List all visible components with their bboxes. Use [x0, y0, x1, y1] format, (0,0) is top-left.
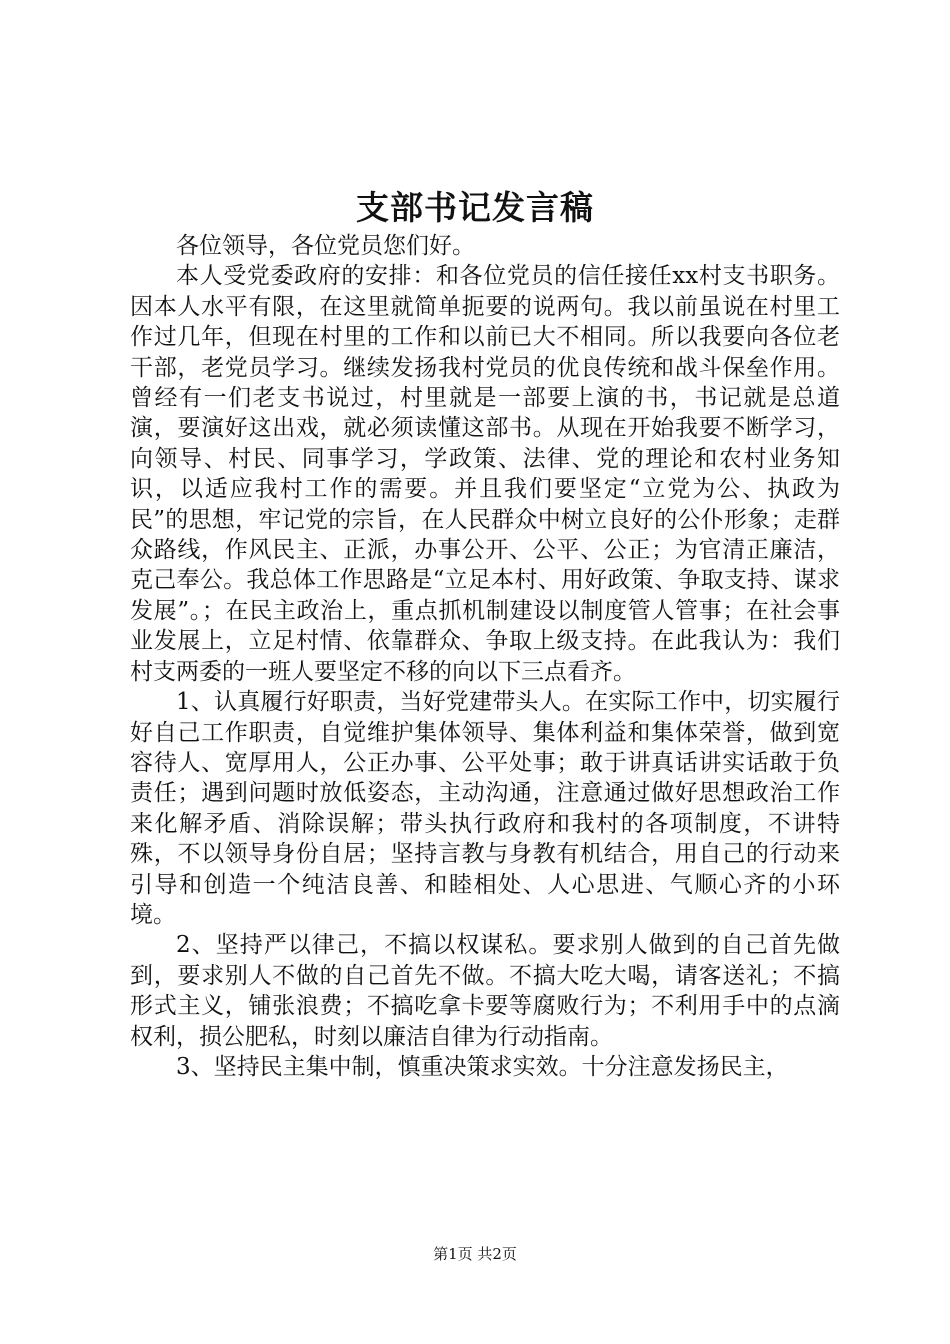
paragraph-greeting: 各位领导，各位党员您们好。	[176, 233, 475, 259]
document-body	[130, 231, 840, 1082]
paragraph-point-3: 3、坚持民主集中制，慎重决策求实效。十分注意发扬民主，	[176, 1053, 789, 1080]
paragraph-point-2: 2、坚持严以律己，不搞以权谋私。要求别人做到的自己首先做到，要求别人不做的自己首先不做。不搞大吃大喝，请客送礼；不搞形式主义，铺张浪费；不搞吃拿卡要等腐败行为；不利用手中的点滴权利，损公肥私，时刻以廉洁自律为行动指南。	[130, 932, 840, 1050]
paragraph-point-1: 1、认真履行好职责，当好党建带头人。在实际工作中，切实履行好自己工作职责，自觉维护集体领导、集体利益和集体荣誉，做到宽容待人、宽厚用人，公正办事、公平处事；敢于讲真话讲实话敢于负责任；遇到问题时放低姿态，主动沟通，注意通过做好思想政治工作来化解矛盾、消除误解；带头执行政府和我村的各项制度，不讲特殊，不以领导身份自居；坚持言教与身教有机结合，用自己的行动来引导和创造一个纯洁良善、和睦相处、人心思进、气顺心齐的小环境。	[130, 689, 840, 928]
paragraph-introduction: 本人受党委政府的安排：和各位党员的信任接任xx村支书职务。因本人水平有限，在这里就简单扼要的说两句。我以前虽说在村里工作过几年，但现在村里的工作和以前已大不相同。所以我要向各位老干部，老党员学习。继续发扬我村党员的优良传统和战斗保垒作用。曾经有一们老支书说过，村里就是一部要上演的书，书记就是总道演，要演好这出戏，就必须读懂这部书。从现在开始我要不断学习，向领导、村民、同事学习，学政策、法律、党的理论和农村业务知识，以适应我村工作的需要。并且我们要坚定“立党为公、执政为民”的思想，牢记党的宗旨，在人民群众中树立良好的公仆形象；走群众路线，作风民主、正派，办事公开、公平、公正；为官清正廉洁，克己奉公。我总体工作思路是“立足本村、用好政策、争取支持、谋求发展”。；在民主政治上，重点抓机制建设以制度管人管事；在社会事业发展上，立足村情、依靠群众、争取上级支持。在此我认为：我们村支两委的一班人要坚定不移的向以下三点看齐。	[130, 263, 840, 685]
page-indicator: 第1页 共2页	[433, 1245, 517, 1263]
document-title: 支部书记发言稿	[356, 188, 594, 227]
